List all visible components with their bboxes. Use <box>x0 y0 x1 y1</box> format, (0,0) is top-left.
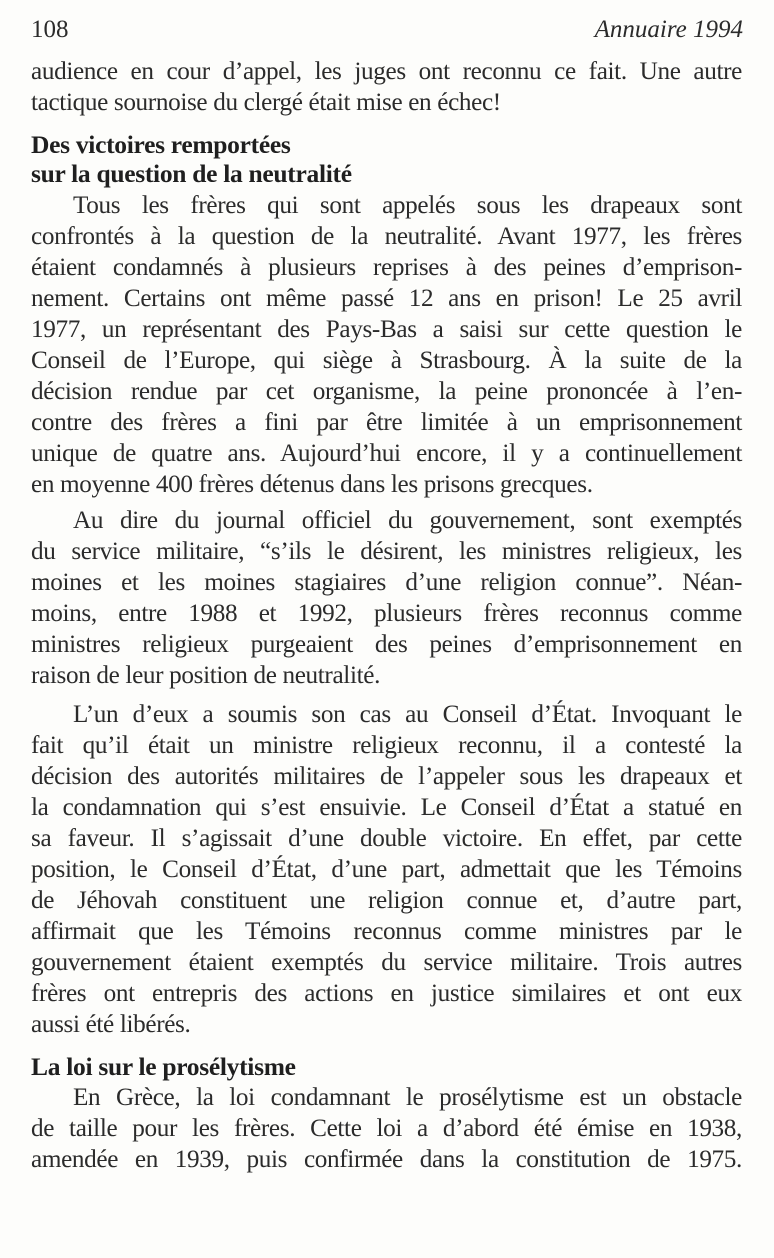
text-line: 1977, un représentant des Pays-Bas a saisi sur cette question le <box>31 316 742 343</box>
text-line: gouvernement étaient exemptés du service militaire. Trois autres <box>31 949 742 976</box>
text-line: décision rendue par cet organisme, la peine prononcée à l’en- <box>31 378 742 405</box>
page-header <box>31 16 743 50</box>
text-line: Au dire du journal officiel du gouvernement, sont exemptés <box>73 507 742 534</box>
text-line: L’un d’eux a soumis son cas au Conseil d’État. Invoquant le <box>73 701 742 728</box>
text-line: en moyenne 400 frères détenus dans les prisons grecques. <box>31 471 593 498</box>
heading-line: Des victoires remportées <box>31 130 291 159</box>
text-line: de taille pour les frères. Cette loi a d’abord été émise en 1938, <box>31 1115 742 1142</box>
section-heading-proselytisme: La loi sur le prosélytisme <box>31 1052 296 1081</box>
text-line: du service militaire, “s’ils le désirent, les ministres religieux, les <box>31 538 742 565</box>
text-line: décision des autorités militaires de l’appeler sous les drapeaux et <box>31 763 742 790</box>
text-line: audience en cour d’appel, les juges ont reconnu ce fait. Une autre <box>31 58 742 85</box>
text-line: la condamnation qui s’est ensuivie. Le Conseil d’État a statué en <box>31 794 742 821</box>
text-line: ministres religieux purgeaient des peines d’emprisonnement en <box>31 631 742 658</box>
text-line: moins, entre 1988 et 1992, plusieurs frères reconnus comme <box>31 600 742 627</box>
text-line: moines et les moines stagiaires d’une religion connue”. Néan- <box>31 569 742 596</box>
text-line: sa faveur. Il s’agissait d’une double victoire. En effet, par cette <box>31 825 742 852</box>
text-line: unique de quatre ans. Aujourd’hui encore, il y a continuellement <box>31 440 742 467</box>
text-line: affirmait que les Témoins reconnus comme ministres par le <box>31 918 742 945</box>
text-line: amendée en 1939, puis confirmée dans la constitution de 1975. <box>31 1146 742 1173</box>
heading-line: sur la question de la neutralité <box>31 159 352 188</box>
text-line: position, le Conseil d’État, d’une part, admettait que les Témoins <box>31 856 742 883</box>
text-line: frères ont entrepris des actions en justice similaires et ont eux <box>31 980 742 1007</box>
text-line: étaient condamnés à plusieurs reprises à des peines d’emprison- <box>31 254 742 281</box>
page-number: 108 <box>31 16 69 43</box>
text-line: Tous les frères qui sont appelés sous les drapeaux sont <box>73 192 742 219</box>
text-line: En Grèce, la loi condamnant le prosélytisme est un obstacle <box>73 1084 742 1111</box>
text-line: tactique sournoise du clergé était mise en échec! <box>31 89 501 116</box>
text-line: raison de leur position de neutralité. <box>31 662 381 689</box>
text-line: fait qu’il était un ministre religieux reconnu, il a contesté la <box>31 732 742 759</box>
text-line: contre des frères a fini par être limitée à un emprisonnement <box>31 409 742 436</box>
text-line: Conseil de l’Europe, qui siège à Strasbourg. À la suite de la <box>31 347 742 374</box>
running-title: Annuaire 1994 <box>594 16 743 43</box>
text-line: nement. Certains ont même passé 12 ans en prison! Le 25 avril <box>31 285 742 312</box>
text-line: aussi été libérés. <box>31 1011 191 1038</box>
text-line: confrontés à la question de la neutralité. Avant 1977, les frères <box>31 223 742 250</box>
text-line: de Jéhovah constituent une religion connue et, d’autre part, <box>31 887 742 914</box>
